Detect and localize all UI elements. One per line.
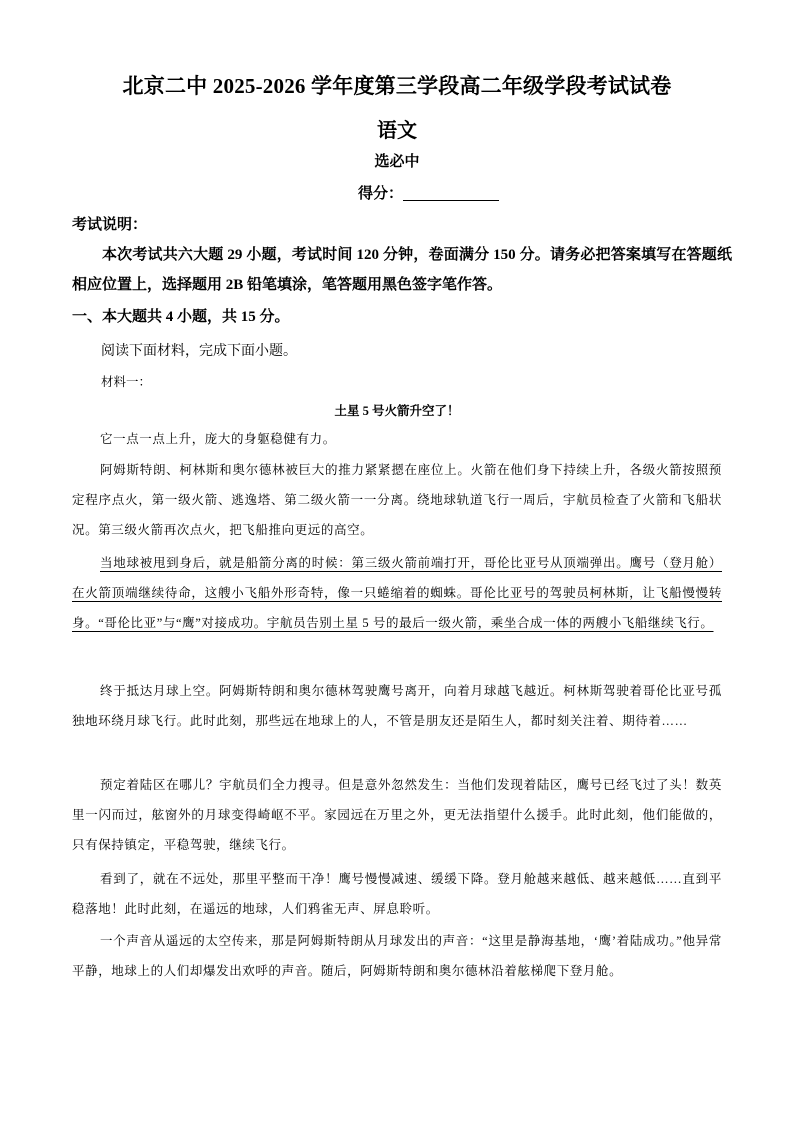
article-paragraph: 预定着陆区在哪儿？宇航员们全力搜寻。但是意外忽然发生：当他们发现着陆区，鹰号已经飞过了头！数英里一闪而过，舷窗外的月球变得崎岖不平。家园远在万里之外，更无法指望什么援手。此时此刻，他们能做的，只有保持镇定，平稳驾驶，继续飞行。 [72,778,722,852]
reading-instruction: 阅读下面材料，完成下面小题。 [101,343,297,359]
material-label: 材料一： [101,375,152,389]
article-paragraph: 阿姆斯特朗、柯林斯和奥尔德林被巨大的推力紧紧摁在座位上。火箭在他们身下持续上升，各级火箭按照预定程序点火，第一级火箭、逃逸塔、第二级火箭一一分离。绕地球轨道飞行一周后，宇航员检查了火箭和飞船状况。第三级火箭再次点火，把飞船推向更远的高空。 [72,463,722,537]
score-field [358,182,499,203]
article-title: 土星 5 号火箭升空了！ [334,404,460,418]
article-paragraph: 看到了，就在不远处，那里平整而干净！鹰号慢慢减速、缓缓下降。登月舱越来越低、越来越低……直到平稳落地！此时此刻，在遥远的地球，人们鸦雀无声、屏息聆听。 [72,872,722,916]
article-paragraph: 它一点一点上升，庞大的身躯稳健有力。 [100,432,336,446]
exam-notes-text: 本次考试共六大题 29 小题，考试时间 120 分钟，卷面满分 150 分。请务必把答案填写在答题纸相应位置上，选择题用 2B 铅笔填涂，笔答题用黑色签字笔作答。 [72,247,732,293]
article-paragraph: 一个声音从遥远的太空传来，那是阿姆斯特朗从月球发出的声音：“这里是静海基地，‘鹰’着陆成功。”他异常平静，地球上的人们却爆发出欢呼的声音。随后，阿姆斯特朗和奥尔德林沿着舷梯爬下登月舱。 [72,934,722,978]
exam-title: 北京二中 2025-2026 学年度第三学段高二年级学段考试试卷 [122,74,672,98]
subject-title: 语文 [377,120,417,142]
score-label: 得分： [358,186,404,202]
article-paragraph-underlined: 当地球被甩到身后，就是船箭分离的时候：第三级火箭前端打开，哥伦比亚号从顶端弹出。鹰号（登月舱）在火箭顶端继续待命，这艘小飞船外形奇特，像一只蜷缩着的蜘蛛。哥伦比亚号的驾驶员柯林斯，让飞船慢慢转身。“哥伦比亚”与“鹰”对接成功。宇航员告别土星 5 号的最后一级火箭，乘坐合成一体的两艘小飞船继续飞行。 [72,556,722,630]
volume-label: 选必中 [374,154,420,170]
section-heading: 一、本大题共 4 小题，共 15 分。 [72,309,290,325]
score-blank-line[interactable] [403,184,499,201]
exam-notes-heading: 考试说明： [72,217,148,233]
article-paragraph: 终于抵达月球上空。阿姆斯特朗和奥尔德林驾驶鹰号离开，向着月球越飞越近。柯林斯驾驶着哥伦比亚号孤独地环绕月球飞行。此时此刻，那些远在地球上的人，不管是朋友还是陌生人，都时刻关注着、期待着…… [72,684,722,728]
